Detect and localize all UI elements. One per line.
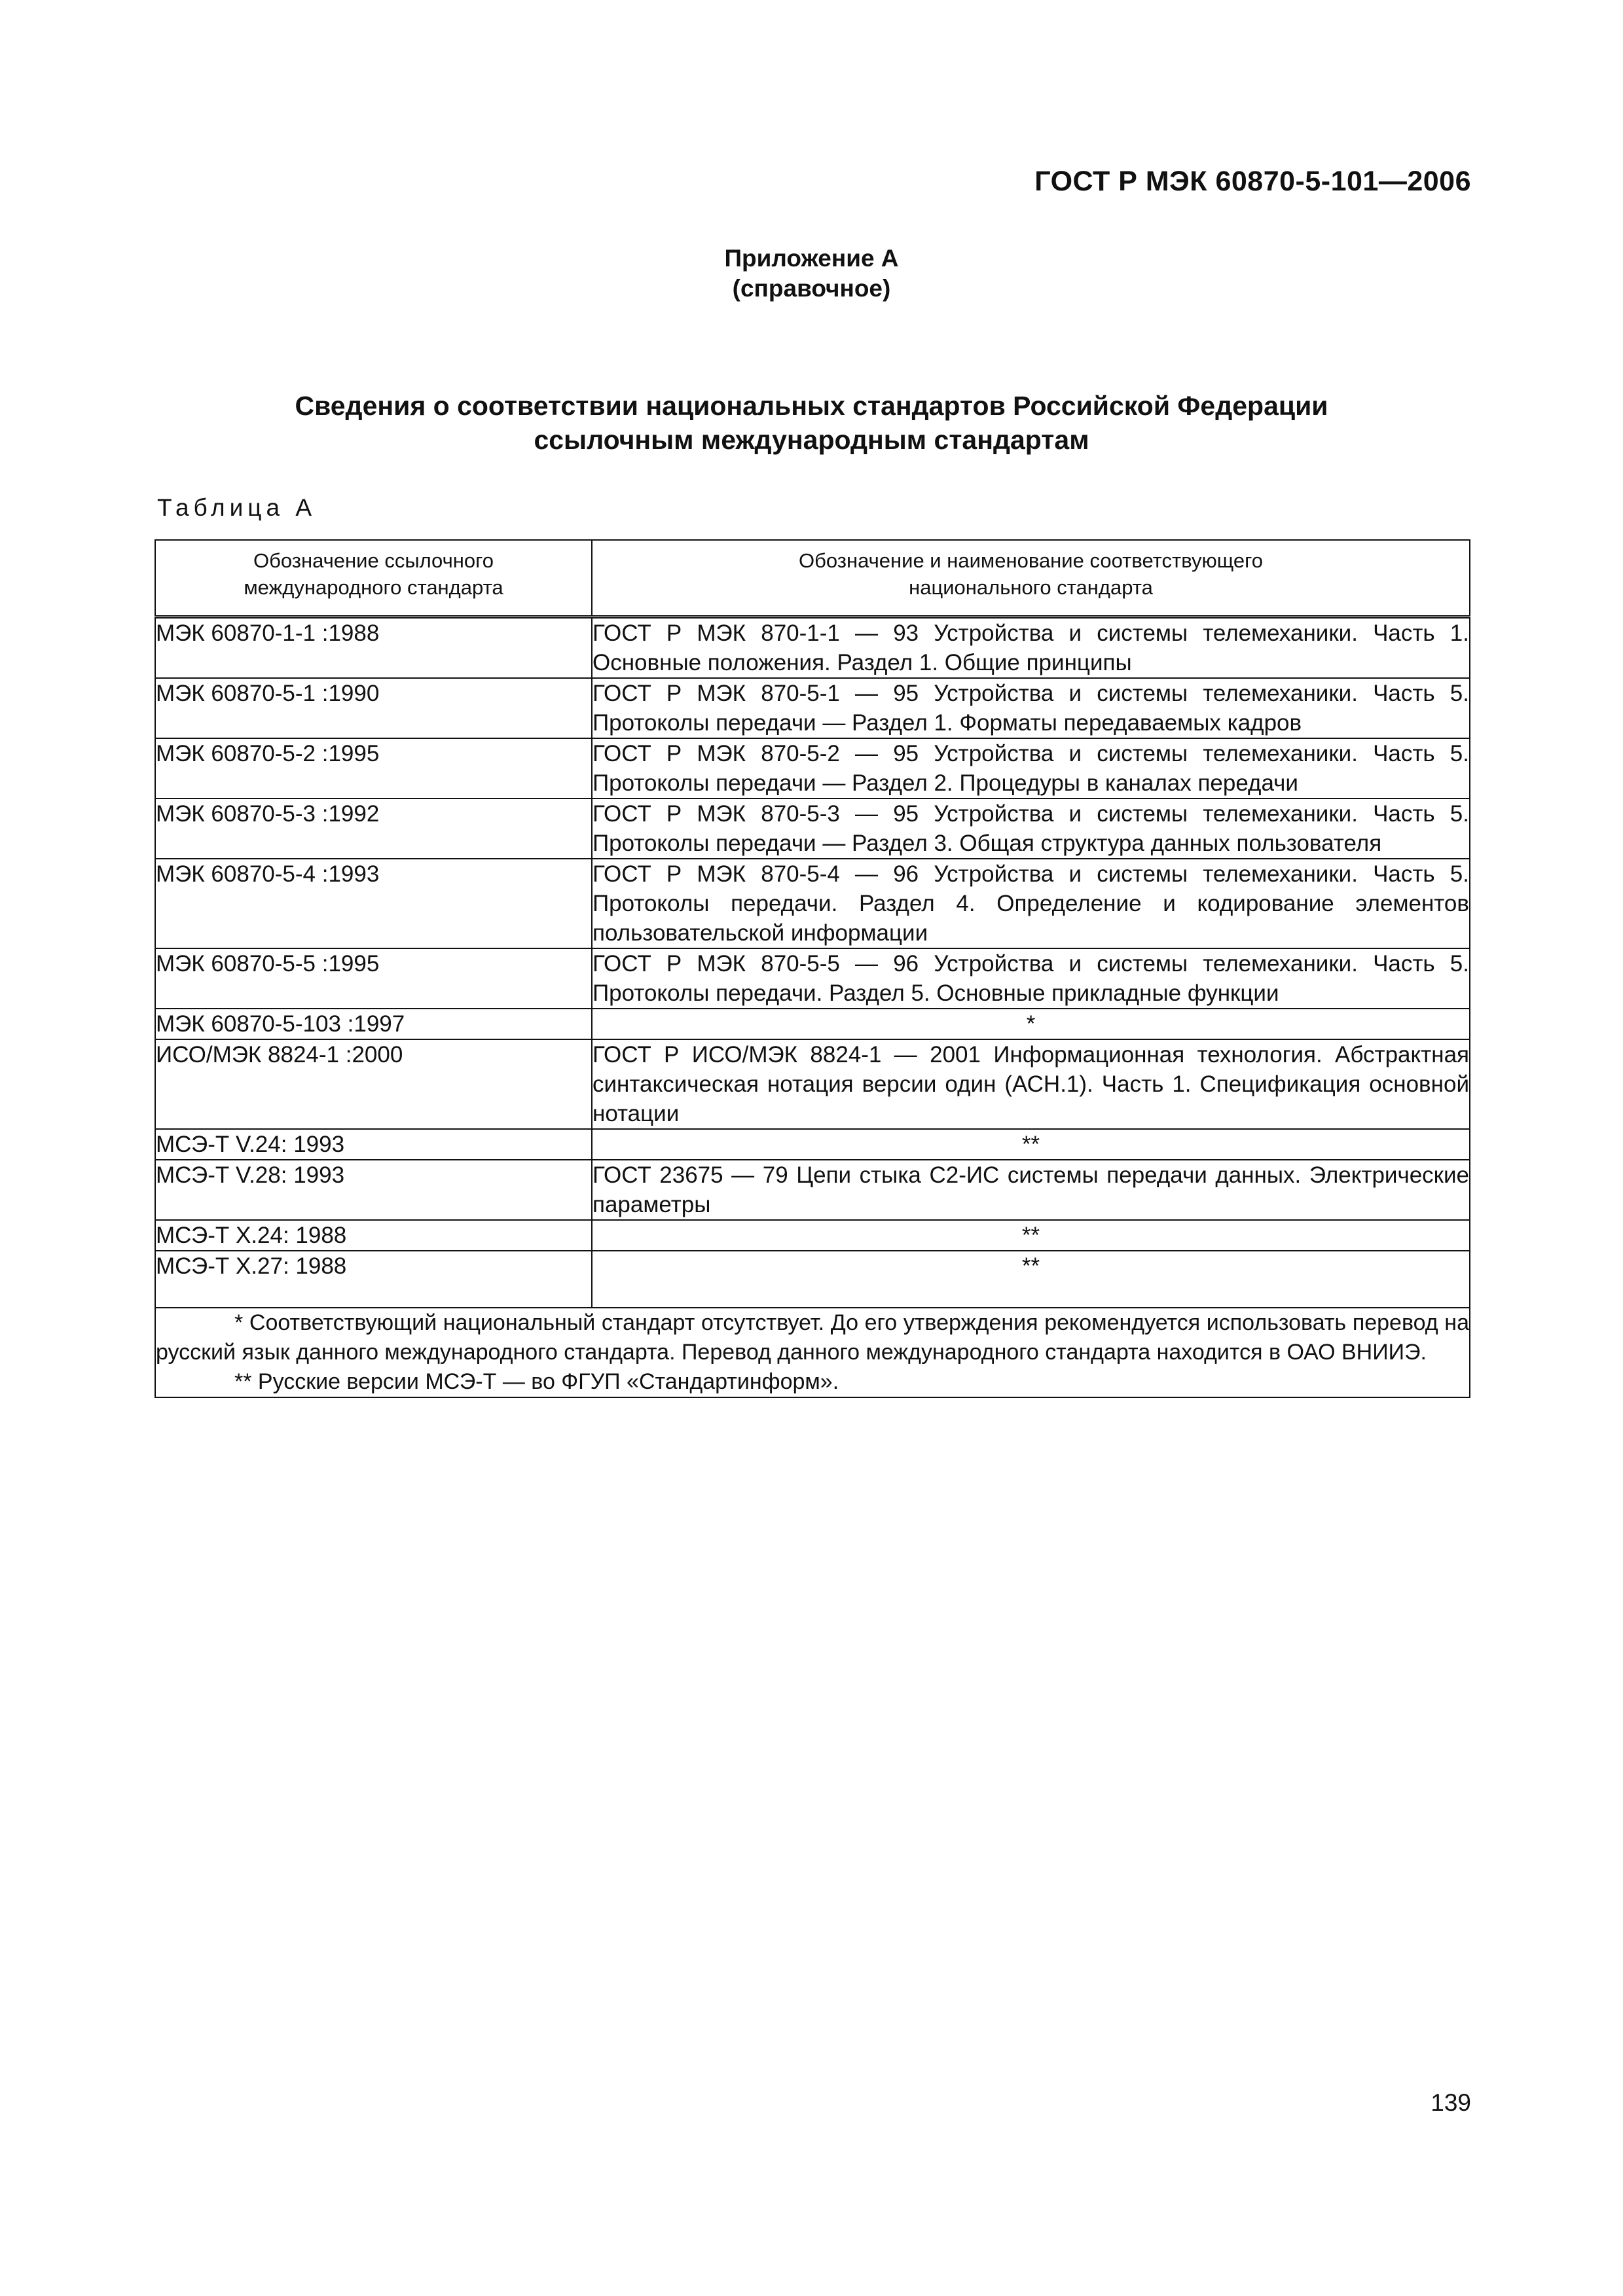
- intl-standard-cell: МСЭ-Т Х.27: 1988: [155, 1251, 592, 1308]
- footnote-double-asterisk: ** Русские версии МСЭ-Т — во ФГУП «Стандартинформ».: [234, 1369, 839, 1394]
- appendix-subtitle: (справочное): [732, 275, 891, 302]
- national-standard-cell: *: [592, 1009, 1470, 1039]
- national-standard-cell: ГОСТ Р МЭК 870-5-5 — 96 Устройства и системы телемеханики. Часть 5. Протоколы передачи. Раздел 5. Основные прикладные функции: [592, 948, 1470, 1009]
- intl-standard-cell: МЭК 60870-1-1 :1988: [155, 617, 592, 679]
- intl-standard-cell: МЭК 60870-5-1 :1990: [155, 678, 592, 738]
- intl-standard-cell: МЭК 60870-5-103 :1997: [155, 1009, 592, 1039]
- table-row: [155, 798, 1470, 859]
- header-national-standard: [592, 540, 1470, 617]
- appendix-title: Приложение А: [724, 245, 899, 272]
- table-row: [155, 1220, 1470, 1251]
- footnote-single-asterisk: * Соответствующий национальный стандарт отсутствует. До его утверждения рекомендуется использовать перевод на русский язык данного международного стандарта. Перевод данного международного стандарта находится в ОАО ВНИИЭ.: [156, 1310, 1469, 1365]
- section-title: [0, 389, 1623, 457]
- table-row: [155, 948, 1470, 1009]
- table-row: [155, 859, 1470, 948]
- intl-standard-cell: МЭК 60870-5-2 :1995: [155, 738, 592, 798]
- table-notes-row: [155, 1308, 1470, 1397]
- page-number: 139: [1431, 2089, 1471, 2116]
- appendix-heading: [0, 243, 1623, 304]
- header-intl-line-2: международного стандарта: [244, 576, 503, 599]
- national-standard-cell: ГОСТ Р МЭК 870-5-2 — 95 Устройства и системы телемеханики. Часть 5. Протоколы передачи — Раздел 2. Процедуры в каналах передачи: [592, 738, 1470, 798]
- table-row: [155, 1160, 1470, 1220]
- table-row: [155, 678, 1470, 738]
- national-standard-cell: ГОСТ Р МЭК 870-5-4 — 96 Устройства и системы телемеханики. Часть 5. Протоколы передачи. Раздел 4. Определение и кодирование элементов пользовательской информации: [592, 859, 1470, 948]
- section-title-line-2: ссылочным международным стандартам: [534, 425, 1089, 455]
- section-title-line-1: Сведения о соответствии национальных стандартов Российской Федерации: [295, 391, 1328, 421]
- national-standard-cell: ГОСТ 23675 — 79 Цепи стыка С2-ИС системы передачи данных. Электрические параметры: [592, 1160, 1470, 1220]
- intl-standard-cell: МСЭ-Т V.24: 1993: [155, 1129, 592, 1160]
- table-row: [155, 1009, 1470, 1039]
- table-row: [155, 1129, 1470, 1160]
- table-row: [155, 617, 1470, 679]
- intl-standard-cell: МСЭ-Т V.28: 1993: [155, 1160, 592, 1220]
- intl-standard-cell: МЭК 60870-5-4 :1993: [155, 859, 592, 948]
- national-standard-cell: **: [592, 1251, 1470, 1308]
- table-header-row: [155, 540, 1470, 617]
- table-row: [155, 1251, 1470, 1308]
- intl-standard-cell: МЭК 60870-5-3 :1992: [155, 798, 592, 859]
- header-national-line-1: Обозначение и наименование соответствующего: [798, 549, 1264, 572]
- document-code: ГОСТ Р МЭК 60870-5-101—2006: [1034, 166, 1471, 197]
- national-standard-cell: ГОСТ Р МЭК 870-5-3 — 95 Устройства и системы телемеханики. Часть 5. Протоколы передачи — Раздел 3. Общая структура данных пользователя: [592, 798, 1470, 859]
- intl-standard-cell: МЭК 60870-5-5 :1995: [155, 948, 592, 1009]
- header-intl-line-1: Обозначение ссылочного: [253, 549, 494, 572]
- national-standard-cell: **: [592, 1220, 1470, 1251]
- header-national-line-2: национального стандарта: [909, 576, 1153, 599]
- national-standard-cell: ГОСТ Р МЭК 870-1-1 — 93 Устройства и системы телемеханики. Часть 1. Основные положения. Раздел 1. Общие принципы: [592, 617, 1470, 679]
- national-standard-cell: **: [592, 1129, 1470, 1160]
- table-row: [155, 738, 1470, 798]
- table-caption: Таблица А: [157, 494, 317, 521]
- standards-correspondence-table: [155, 539, 1470, 1398]
- table-notes: [155, 1308, 1470, 1397]
- intl-standard-cell: МСЭ-Т Х.24: 1988: [155, 1220, 592, 1251]
- national-standard-cell: ГОСТ Р МЭК 870-5-1 — 95 Устройства и системы телемеханики. Часть 5. Протоколы передачи — Раздел 1. Форматы передаваемых кадров: [592, 678, 1470, 738]
- header-intl-standard: [155, 540, 592, 617]
- intl-standard-cell: ИСО/МЭК 8824-1 :2000: [155, 1039, 592, 1129]
- national-standard-cell: ГОСТ Р ИСО/МЭК 8824-1 — 2001 Информационная технология. Абстрактная синтаксическая нотация версии один (АСН.1). Часть 1. Спецификация основной нотации: [592, 1039, 1470, 1129]
- table-row: [155, 1039, 1470, 1129]
